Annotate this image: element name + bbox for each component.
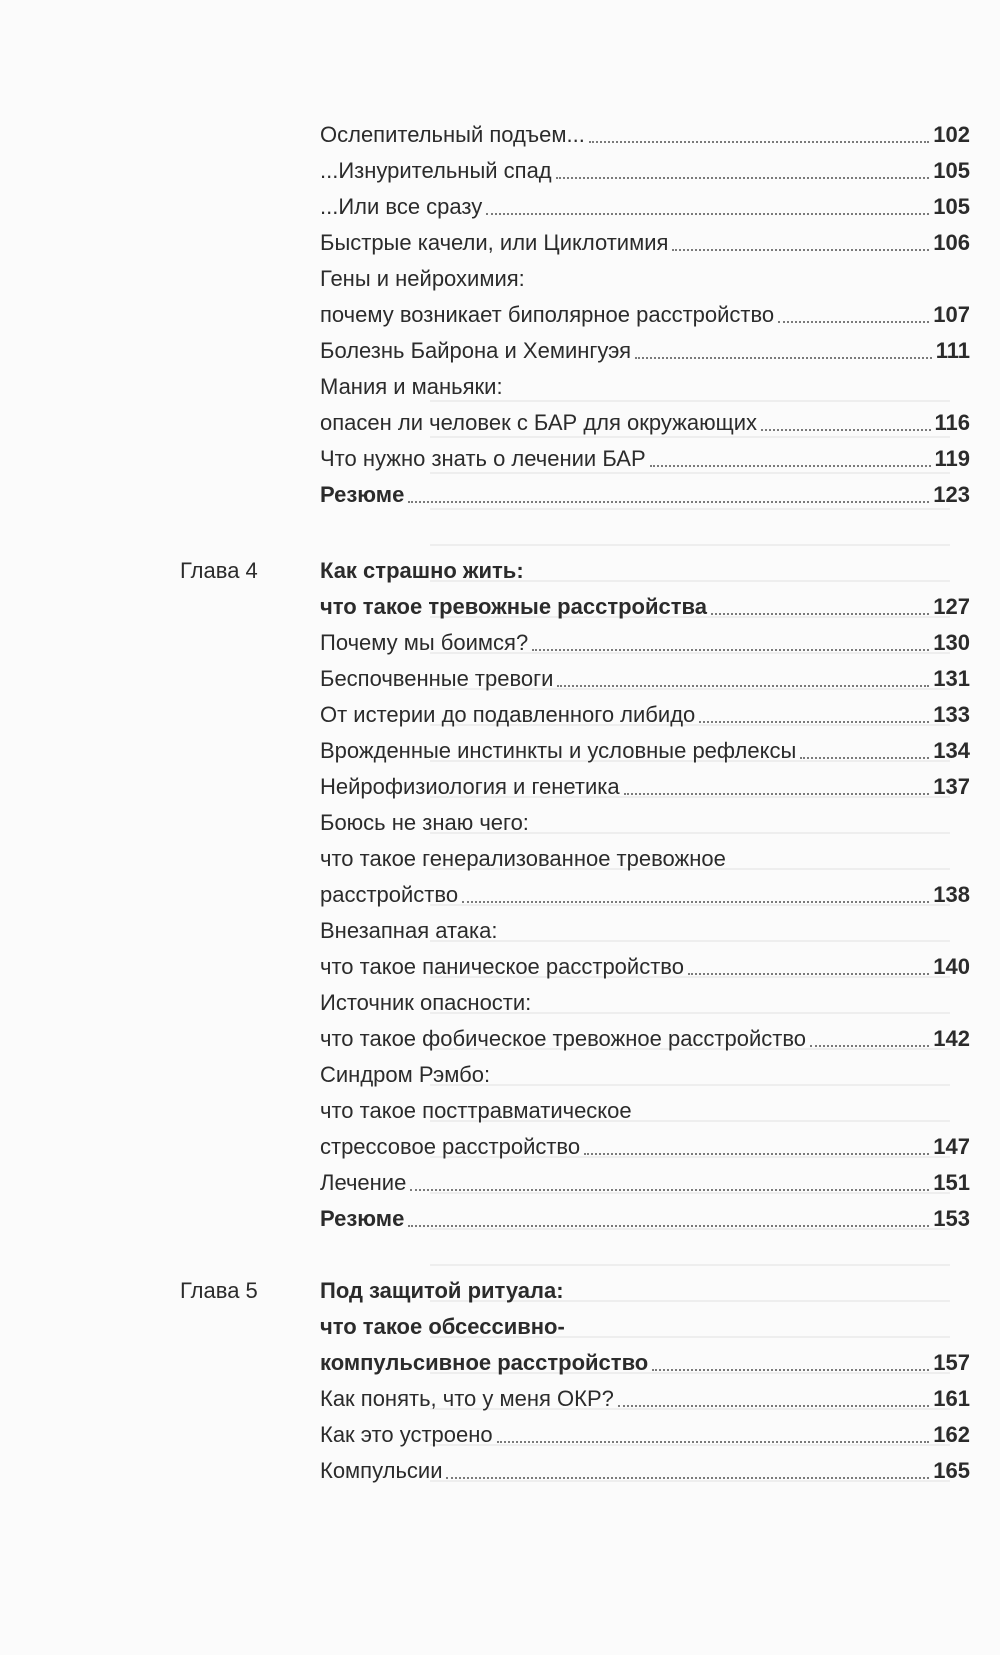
- chapter-title: что такое тревожные расстройства: [320, 594, 707, 619]
- entry-title: Как это устроено: [320, 1422, 493, 1447]
- dot-leader: [462, 901, 929, 903]
- entry-page: 102: [933, 122, 970, 147]
- dot-leader: [800, 757, 929, 759]
- toc-entry: [320, 944, 970, 980]
- entry-title: что такое фобическое тревожное расстройство: [320, 1026, 807, 1051]
- toc-entry: [320, 112, 970, 148]
- chapter-title-entry: [320, 1340, 970, 1376]
- toc-entry-summary: [320, 472, 970, 508]
- dot-leader: [761, 429, 931, 431]
- dot-leader: [650, 465, 931, 467]
- toc-entry-line: [320, 1052, 970, 1088]
- entry-title: Врожденные инстинкты и условные рефлексы: [320, 738, 797, 763]
- dot-leader: [410, 1189, 929, 1191]
- dot-leader: [624, 793, 930, 795]
- entry-title: Беспочвенные тревоги: [320, 666, 554, 691]
- chapter-title-entry: [320, 584, 970, 620]
- entry-title: стрессовое расстройство: [320, 1134, 581, 1159]
- toc-entry: [320, 764, 970, 800]
- entry-page: 123: [933, 482, 970, 507]
- entry-title: ...Изнурительный спад: [320, 158, 552, 183]
- toc-entry-line: [320, 908, 970, 944]
- entry-title: Что нужно знать о лечении БАР: [320, 446, 646, 471]
- dot-leader: [652, 1369, 929, 1371]
- entry-title: Быстрые качели, или Циклотимия: [320, 230, 669, 255]
- dot-leader: [557, 685, 929, 687]
- entry-page: 111: [935, 338, 970, 363]
- entry-title: Лечение: [320, 1170, 407, 1195]
- entry-page: 107: [933, 302, 970, 327]
- toc-entry: [320, 656, 970, 692]
- entry-title: Мания и маньяки:: [320, 374, 503, 399]
- toc-entry: [320, 1124, 970, 1160]
- chapter-title: Под защитой ритуала:: [320, 1278, 564, 1303]
- entry-title: почему возникает биполярное расстройство: [320, 302, 775, 327]
- entry-title: ...Или все сразу: [320, 194, 483, 219]
- chapter-label: Глава 5: [180, 1278, 258, 1303]
- chapter-title: Как страшно жить:: [320, 558, 524, 583]
- dot-leader: [688, 973, 929, 975]
- chapter-title-line: [320, 1268, 970, 1304]
- entry-page: 127: [933, 594, 970, 619]
- toc-entry-line: [320, 836, 970, 872]
- entry-title: что такое посттравматическое: [320, 1098, 632, 1123]
- dot-leader: [446, 1477, 929, 1479]
- entry-title: что такое паническое расстройство: [320, 954, 684, 979]
- entry-page: 116: [934, 410, 970, 435]
- dot-leader: [486, 213, 929, 215]
- entry-page: 153: [933, 1206, 970, 1231]
- toc-entry-line: [320, 980, 970, 1016]
- entry-title: Внезапная атака:: [320, 918, 498, 943]
- entry-page: 137: [933, 774, 970, 799]
- dot-leader: [408, 501, 929, 503]
- entry-title: От истерии до подавленного либидо: [320, 702, 696, 727]
- dot-leader: [497, 1441, 930, 1443]
- entry-title: Источник опасности:: [320, 990, 532, 1015]
- entry-page: 157: [933, 1350, 970, 1375]
- entry-page: 147: [933, 1134, 970, 1159]
- entry-title: Ослепительный подъем...: [320, 122, 585, 147]
- dot-leader: [810, 1045, 929, 1047]
- toc-entry: [320, 400, 970, 436]
- chapter-title: что такое обсессивно-: [320, 1314, 565, 1339]
- entry-title: расстройство: [320, 882, 459, 907]
- entry-title: Гены и нейрохимия:: [320, 266, 525, 291]
- dot-leader: [711, 613, 929, 615]
- dot-leader: [778, 321, 929, 323]
- chapter-title-line: [320, 548, 970, 584]
- entry-page: 106: [933, 230, 970, 255]
- dot-leader: [584, 1153, 929, 1155]
- entry-page: 134: [933, 738, 970, 763]
- toc-entry: [320, 620, 970, 656]
- entry-page: 161: [933, 1386, 970, 1411]
- dot-leader: [618, 1405, 929, 1407]
- entry-title: Резюме: [320, 482, 405, 507]
- entry-page: 140: [933, 954, 970, 979]
- toc-entry: [320, 292, 970, 328]
- entry-page: 142: [933, 1026, 970, 1051]
- entry-title: Компульсии: [320, 1458, 443, 1483]
- entry-title: Боюсь не знаю чего:: [320, 810, 529, 835]
- toc-entry: [320, 328, 970, 364]
- entry-title: опасен ли человек с БАР для окружающих: [320, 410, 757, 435]
- entry-title: Болезнь Байрона и Хемингуэя: [320, 338, 632, 363]
- entry-title: что такое генерализованное тревожное: [320, 846, 726, 871]
- entry-page: 151: [933, 1170, 970, 1195]
- toc-entry: [320, 148, 970, 184]
- dot-leader: [556, 177, 930, 179]
- dot-leader: [589, 141, 929, 143]
- toc-entry: [320, 872, 970, 908]
- dot-leader: [635, 357, 932, 359]
- chapter-label: Глава 4: [180, 558, 258, 583]
- toc-entry-summary: [320, 1196, 970, 1232]
- entry-page: 133: [933, 702, 970, 727]
- toc-entry: [320, 1448, 970, 1484]
- entry-page: 165: [933, 1458, 970, 1483]
- entry-title: Резюме: [320, 1206, 405, 1231]
- toc-entry: [320, 1412, 970, 1448]
- toc-entry-line: [320, 364, 970, 400]
- dot-leader: [408, 1225, 929, 1227]
- toc-entry: [320, 436, 970, 472]
- entry-page: 131: [933, 666, 970, 691]
- entry-page: 162: [933, 1422, 970, 1447]
- toc-entry: [320, 1160, 970, 1196]
- toc-entry-line: [320, 1088, 970, 1124]
- entry-page: 119: [934, 446, 970, 471]
- entry-title: Как понять, что у меня ОКР?: [320, 1386, 614, 1411]
- toc-entry-line: [320, 800, 970, 836]
- entry-page: 105: [933, 194, 970, 219]
- entry-title: Нейрофизиология и генетика: [320, 774, 620, 799]
- entry-page: 130: [933, 630, 970, 655]
- toc-entry: [320, 692, 970, 728]
- entry-page: 138: [933, 882, 970, 907]
- entry-page: 105: [933, 158, 970, 183]
- toc-entry: [320, 1376, 970, 1412]
- dot-leader: [699, 721, 929, 723]
- toc-entry-line: [320, 256, 970, 292]
- dot-leader: [532, 649, 929, 651]
- chapter-title: компульсивное расстройство: [320, 1350, 649, 1375]
- entry-title: Почему мы боимся?: [320, 630, 529, 655]
- toc-entry: [320, 184, 970, 220]
- toc-entry: [320, 728, 970, 764]
- toc-entry: [320, 220, 970, 256]
- toc-entry: [320, 1016, 970, 1052]
- entry-title: Синдром Рэмбо:: [320, 1062, 491, 1087]
- dot-leader: [672, 249, 929, 251]
- chapter-title-line: [320, 1304, 970, 1340]
